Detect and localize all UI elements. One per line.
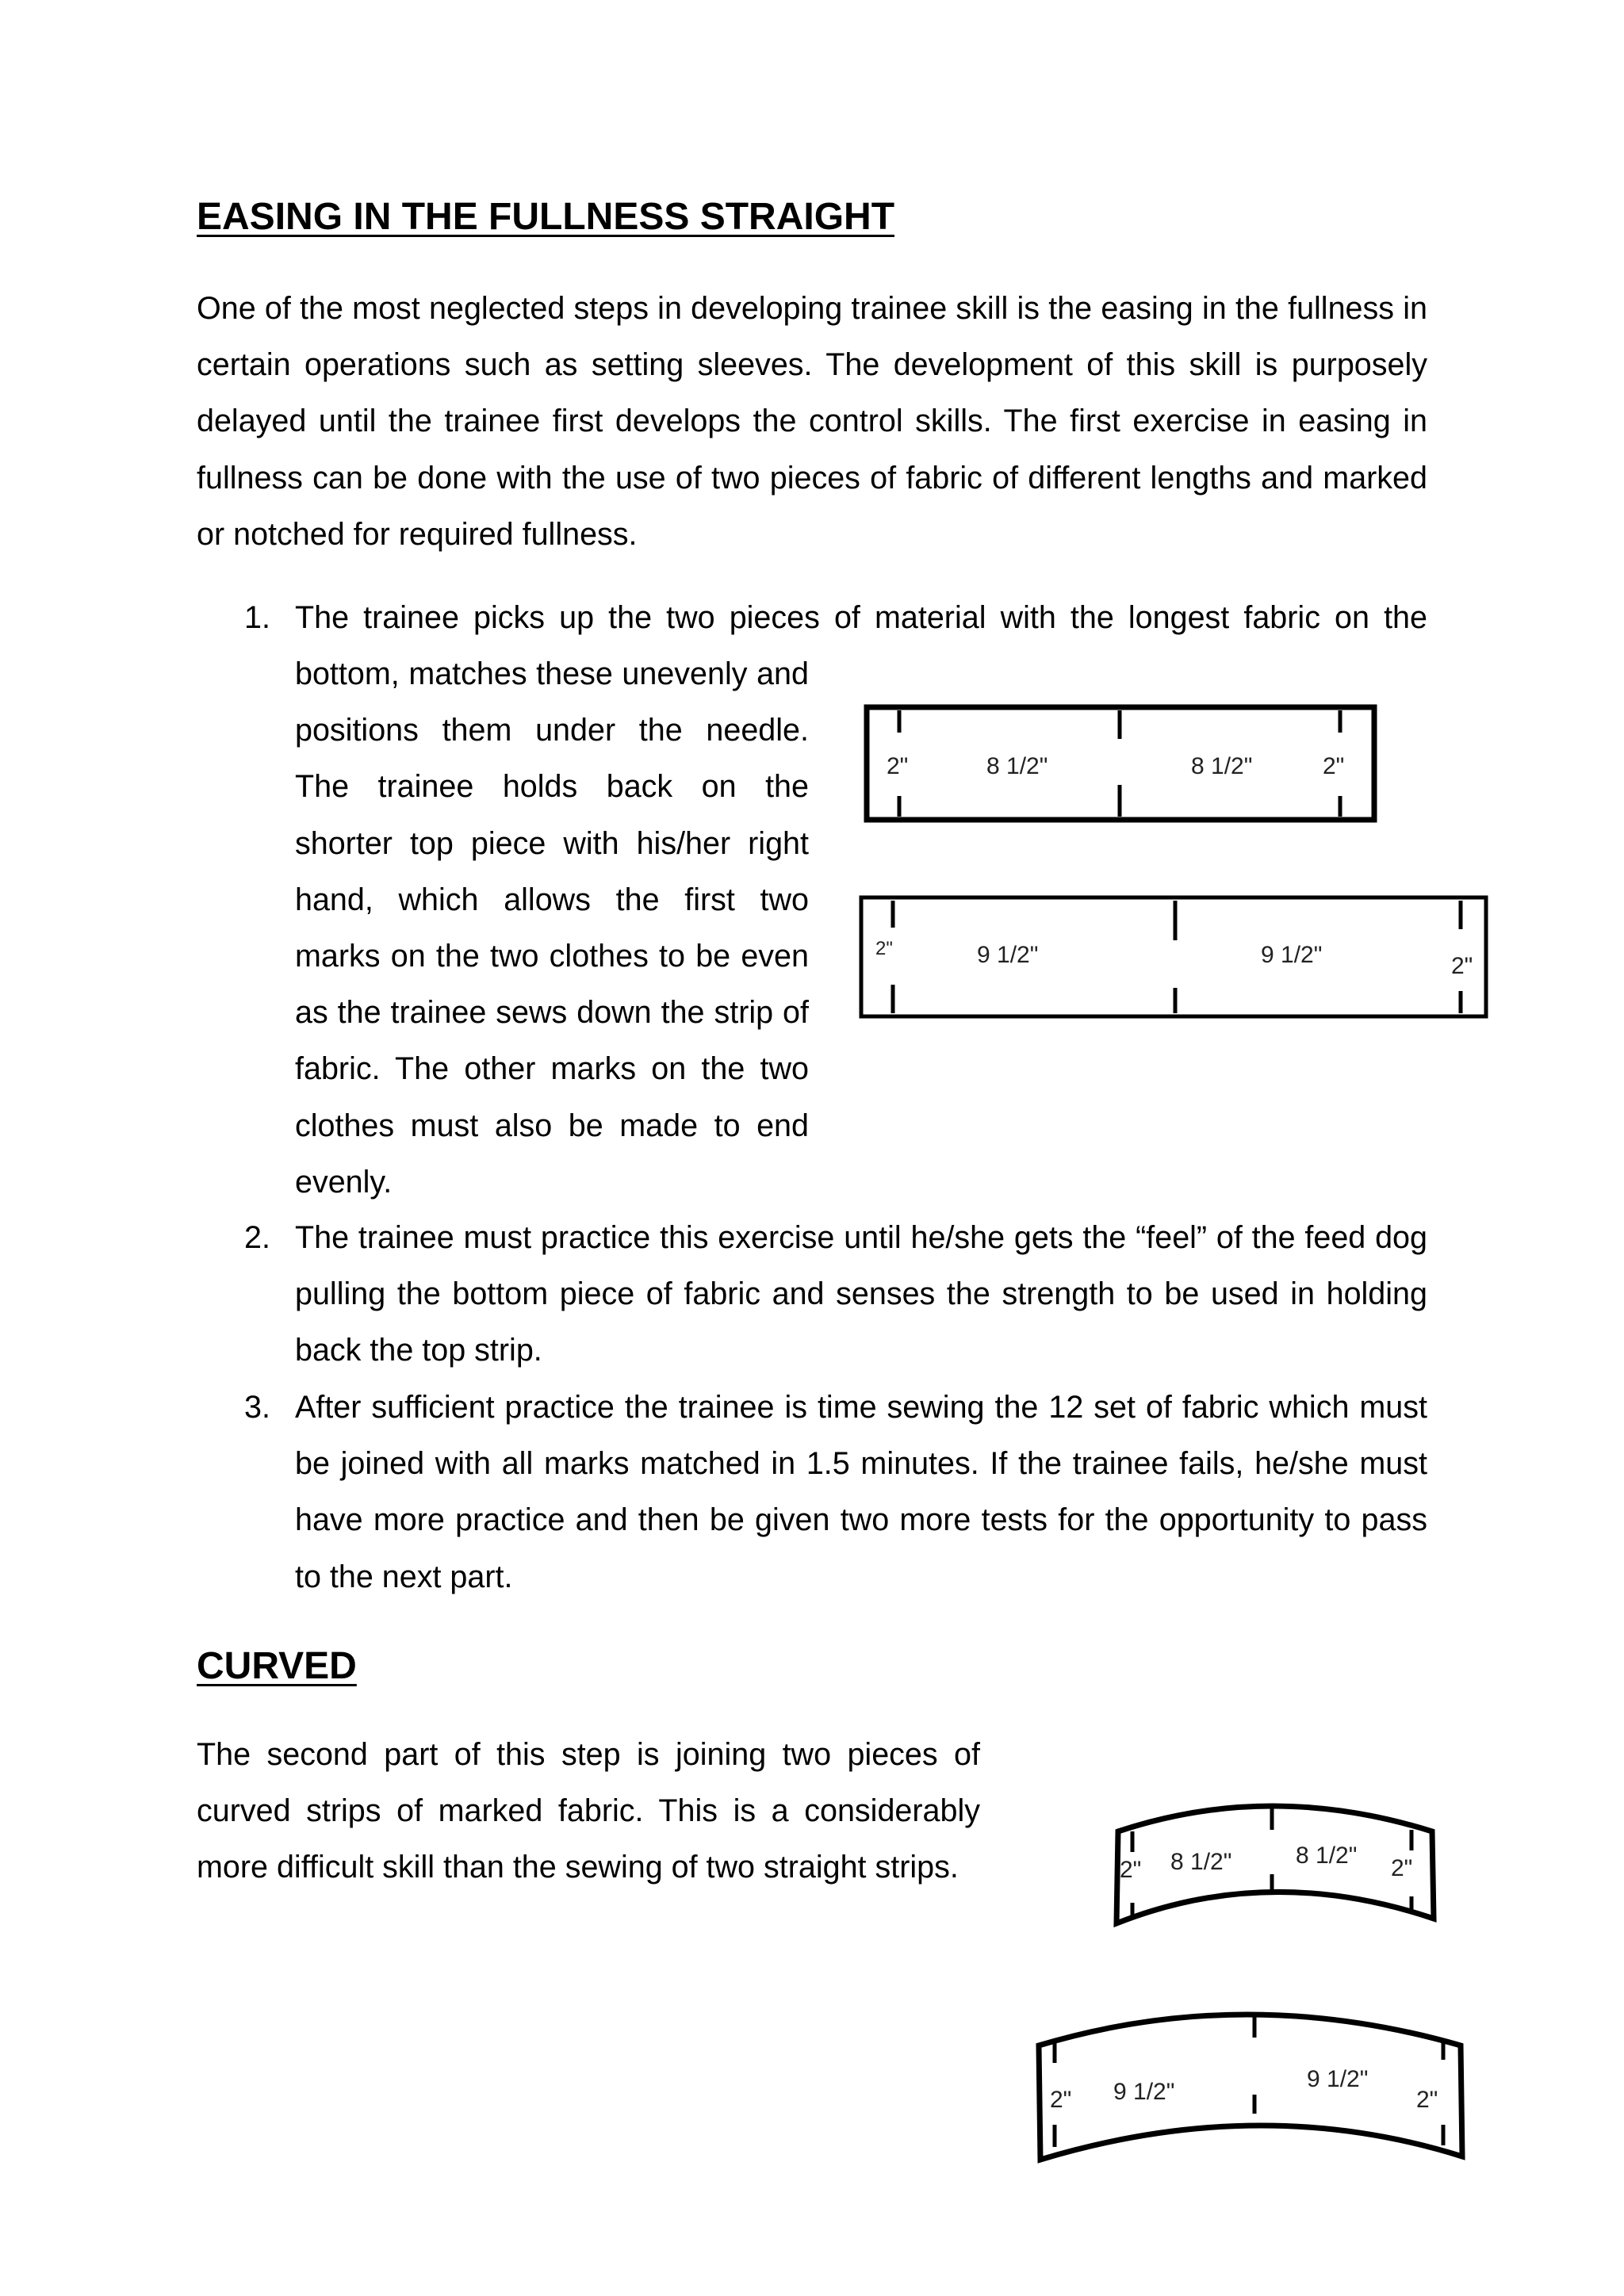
list-item-2-text: The trainee must practice this exercise until he/she gets the “feel” of the feed dog pulling the bottom piece of fabric and senses the strength to be used in holding back the top strip. <box>295 1220 1427 1368</box>
curved-label-2in-bottom-left: 2" <box>1050 2087 1072 2113</box>
label-9-half-a: 9 1/2" <box>977 942 1039 968</box>
curved-label-8-half-a: 8 1/2" <box>1170 1849 1232 1875</box>
label-2in-bottom-left: 2" <box>875 938 893 959</box>
curved-label-2in-left: 2" <box>1120 1857 1142 1883</box>
list-item-number-2: 2. <box>244 1220 270 1255</box>
list-item-1-first-line: The trainee picks up the two pieces of material with the longest fabric on the <box>295 600 1427 635</box>
curved-top-strip <box>1116 1806 1434 1923</box>
label-2in-left: 2" <box>887 753 909 779</box>
curved-label-9-half-b: 9 1/2" <box>1307 2066 1369 2092</box>
label-8-half-b: 8 1/2" <box>1191 753 1253 779</box>
list-item-number-1: 1. <box>244 600 270 635</box>
section-heading-straight: EASING IN THE FULLNESS STRAIGHT <box>197 196 895 238</box>
straight-strips-figure <box>848 698 1499 1031</box>
curved-label-2in-right: 2" <box>1391 1855 1413 1881</box>
label-9-half-b: 9 1/2" <box>1261 942 1323 968</box>
curved-bottom-strip <box>1039 2015 1462 2160</box>
intro-paragraph-straight: One of the most neglected steps in developing trainee skill is the easing in the fullness in certain operations such as setting sleeves. The development of this skill is purposely delayed until the trainee first develops the control skills. The first exercise in easing in fullness can be done with the use of two pieces of fabric of different lengths and marked or notched for required fullness. <box>197 291 1427 552</box>
section-heading-curved: CURVED <box>197 1645 357 1687</box>
list-item-3-text: After sufficient practice the trainee is time sewing the 12 set of fabric which must be joined with all marks matched in 1.5 minutes. If the trainee fails, he/she must have more practice and then be given two more tests for the opportunity to pass to the next part. <box>295 1390 1427 1594</box>
straight-bottom-strip <box>861 897 1486 1016</box>
label-2in-right: 2" <box>1323 753 1345 779</box>
curved-strips-figure <box>1031 1784 1475 2164</box>
label-8-half-a: 8 1/2" <box>986 753 1048 779</box>
list-item-number-3: 3. <box>244 1390 270 1425</box>
straight-top-strip <box>867 707 1374 820</box>
label-2in-bottom-right: 2" <box>1451 953 1473 979</box>
curved-label-9-half-a: 9 1/2" <box>1113 2079 1175 2105</box>
list-item-1-text: bottom, matches these unevenly and positions them under the needle. The trainee holds back on the shorter top piece with his/her right hand, which allows the first two marks on the two clothes to be even as the trainee sews down the strip of fabric. The other marks on the two clothes must also be made to end evenly. <box>295 656 809 1200</box>
intro-paragraph-curved: The second part of this step is joining two pieces of curved strips of marked fabric. This is a considerably more difficult skill than the sewing of two straight strips. <box>197 1737 980 1885</box>
curved-label-8-half-b: 8 1/2" <box>1296 1843 1358 1869</box>
curved-label-2in-bottom-right: 2" <box>1416 2087 1438 2113</box>
